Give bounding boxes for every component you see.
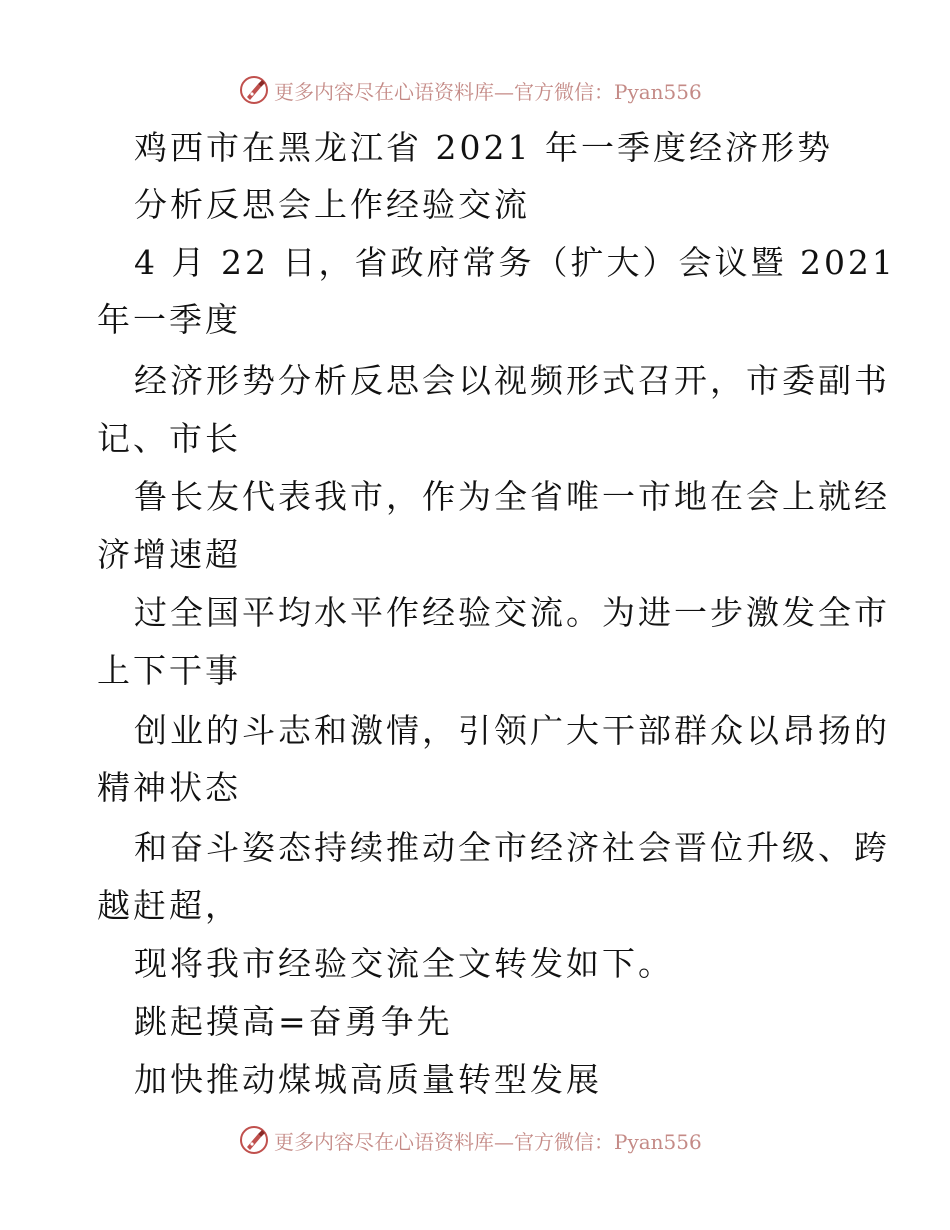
paragraph-line: 创业的斗志和激情，引领广大干部群众以昂扬的 bbox=[134, 711, 890, 750]
paragraph-line: 济增速超 bbox=[97, 535, 241, 574]
paragraph-line: 和奋斗姿态持续推动全市经济社会晋位升级、跨 bbox=[134, 828, 890, 867]
pen-nib-logo-icon bbox=[238, 74, 270, 106]
paragraph-line: 过全国平均水平作经验交流。为进一步激发全市 bbox=[134, 593, 890, 632]
paragraph-line: 上下干事 bbox=[97, 651, 241, 690]
paragraph-line: 精神状态 bbox=[97, 768, 241, 807]
section-heading-line-1: 跳起摸高=奋勇争先 bbox=[134, 1002, 453, 1041]
paragraph-line: 越赶超， bbox=[97, 886, 241, 925]
title-line-1: 鸡西市在黑龙江省 2021 年一季度经济形势 bbox=[134, 128, 833, 167]
pen-nib-logo-icon bbox=[238, 1124, 270, 1156]
section-heading-line-2: 加快推动煤城高质量转型发展 bbox=[134, 1060, 602, 1099]
paragraph-line: 记、市长 bbox=[97, 419, 241, 458]
paragraph-line: 鲁长友代表我市，作为全省唯一市地在会上就经 bbox=[134, 477, 890, 516]
watermark-text: 更多内容尽在心语资料库—官方微信：Pyan556 bbox=[274, 1129, 702, 1154]
title-line-2: 分析反思会上作经验交流 bbox=[134, 185, 530, 224]
paragraph-line: 4 月 22 日，省政府常务（扩大）会议暨 2021 bbox=[134, 243, 896, 282]
paragraph-line: 现将我市经验交流全文转发如下。 bbox=[134, 944, 674, 983]
paragraph-line: 年一季度 bbox=[97, 300, 241, 339]
watermark-header bbox=[238, 70, 702, 110]
watermark-footer bbox=[238, 1120, 702, 1160]
watermark-text: 更多内容尽在心语资料库—官方微信：Pyan556 bbox=[274, 79, 702, 104]
paragraph-line: 经济形势分析反思会以视频形式召开，市委副书 bbox=[134, 361, 890, 400]
